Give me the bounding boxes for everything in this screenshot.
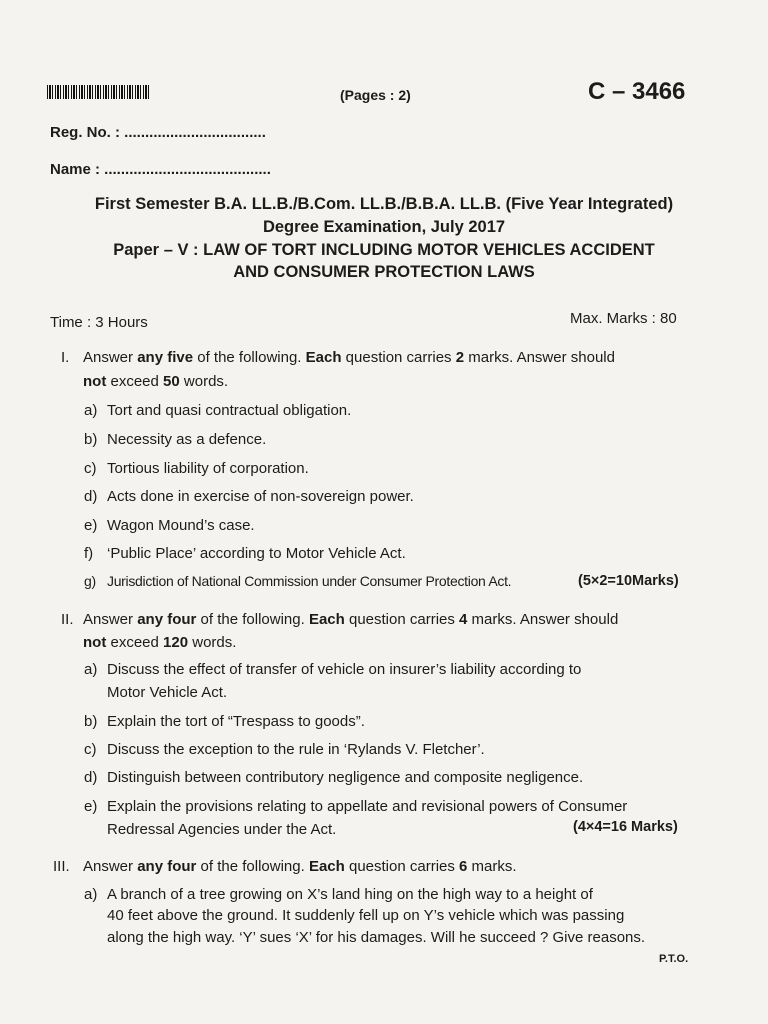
question-item: a) Tort and quasi contractual obligation.	[84, 402, 352, 419]
section-2-marks: (4×4=16 Marks)	[573, 819, 678, 835]
question-item: b) Necessity as a defence.	[84, 431, 267, 448]
pto-label: P.T.O.	[659, 953, 689, 965]
name-field: Name : ........................................	[50, 161, 271, 178]
section-3-instruction: III. Answer any four of the following. Each question carries 6 marks.	[53, 858, 517, 875]
question-item-cont: Redressal Agencies under the Act.	[107, 821, 337, 838]
question-item-cont: 40 feet above the ground. It suddenly fell up on Y’s vehicle which was passing	[107, 907, 625, 924]
max-marks-label: Max. Marks : 80	[570, 310, 677, 327]
time-label: Time : 3 Hours	[50, 314, 148, 331]
barcode	[47, 85, 151, 99]
question-item: e) Explain the provisions relating to appellate and revisional powers of Consumer	[84, 798, 628, 815]
exam-title-line2: Degree Examination, July 2017	[262, 218, 506, 236]
question-item: c) Discuss the exception to the rule in ‘Rylands V. Fletcher’.	[84, 741, 485, 758]
question-item: d) Distinguish between contributory negligence and composite negligence.	[84, 769, 584, 786]
question-item-cont: along the high way. ‘Y’ sues ‘X’ for his damages. Will he succeed ? Give reasons.	[107, 929, 646, 946]
question-item: e) Wagon Mound’s case.	[84, 517, 255, 534]
section-number: II.	[61, 611, 74, 628]
exam-title-line1: First Semester B.A. LL.B./B.Com. LL.B./B.B.A. LL.B. (Five Year Integrated)	[94, 195, 674, 213]
question-item: g) Jurisdiction of National Commission under Consumer Protection Act.	[84, 573, 512, 589]
section-1-instruction-cont: not exceed 50 words.	[83, 373, 229, 390]
question-item: c) Tortious liability of corporation.	[84, 460, 309, 477]
section-2-instruction: II. Answer any four of the following. Each question carries 4 marks. Answer should	[61, 611, 619, 628]
question-item: a) Discuss the effect of transfer of vehicle on insurer’s liability according to	[84, 661, 582, 678]
paper-title-line2: AND CONSUMER PROTECTION LAWS	[233, 263, 535, 281]
question-item: a) A branch of a tree growing on X’s land hing on the high way to a height of	[84, 886, 593, 903]
section-1-instruction: I. Answer any five of the following. Each question carries 2 marks. Answer should	[61, 349, 615, 366]
section-number: I.	[61, 349, 70, 366]
reg-no-field: Reg. No. : ..................................	[50, 124, 266, 141]
section-1-marks: (5×2=10Marks)	[578, 573, 679, 589]
question-item: b) Explain the tort of “Trespass to goods”.	[84, 713, 365, 730]
question-item: d) Acts done in exercise of non-sovereign power.	[84, 488, 414, 505]
section-2-instruction-cont: not exceed 120 words.	[83, 634, 237, 651]
paper-title-line1: Paper – V : LAW OF TORT INCLUDING MOTOR VEHICLES ACCIDENT	[113, 241, 655, 259]
paper-code: C – 3466	[588, 78, 686, 105]
page-count: (Pages : 2)	[340, 87, 411, 103]
question-item: f) ‘Public Place’ according to Motor Vehicle Act.	[84, 545, 406, 562]
section-number: III.	[53, 858, 70, 875]
question-item-cont: Motor Vehicle Act.	[107, 684, 228, 701]
